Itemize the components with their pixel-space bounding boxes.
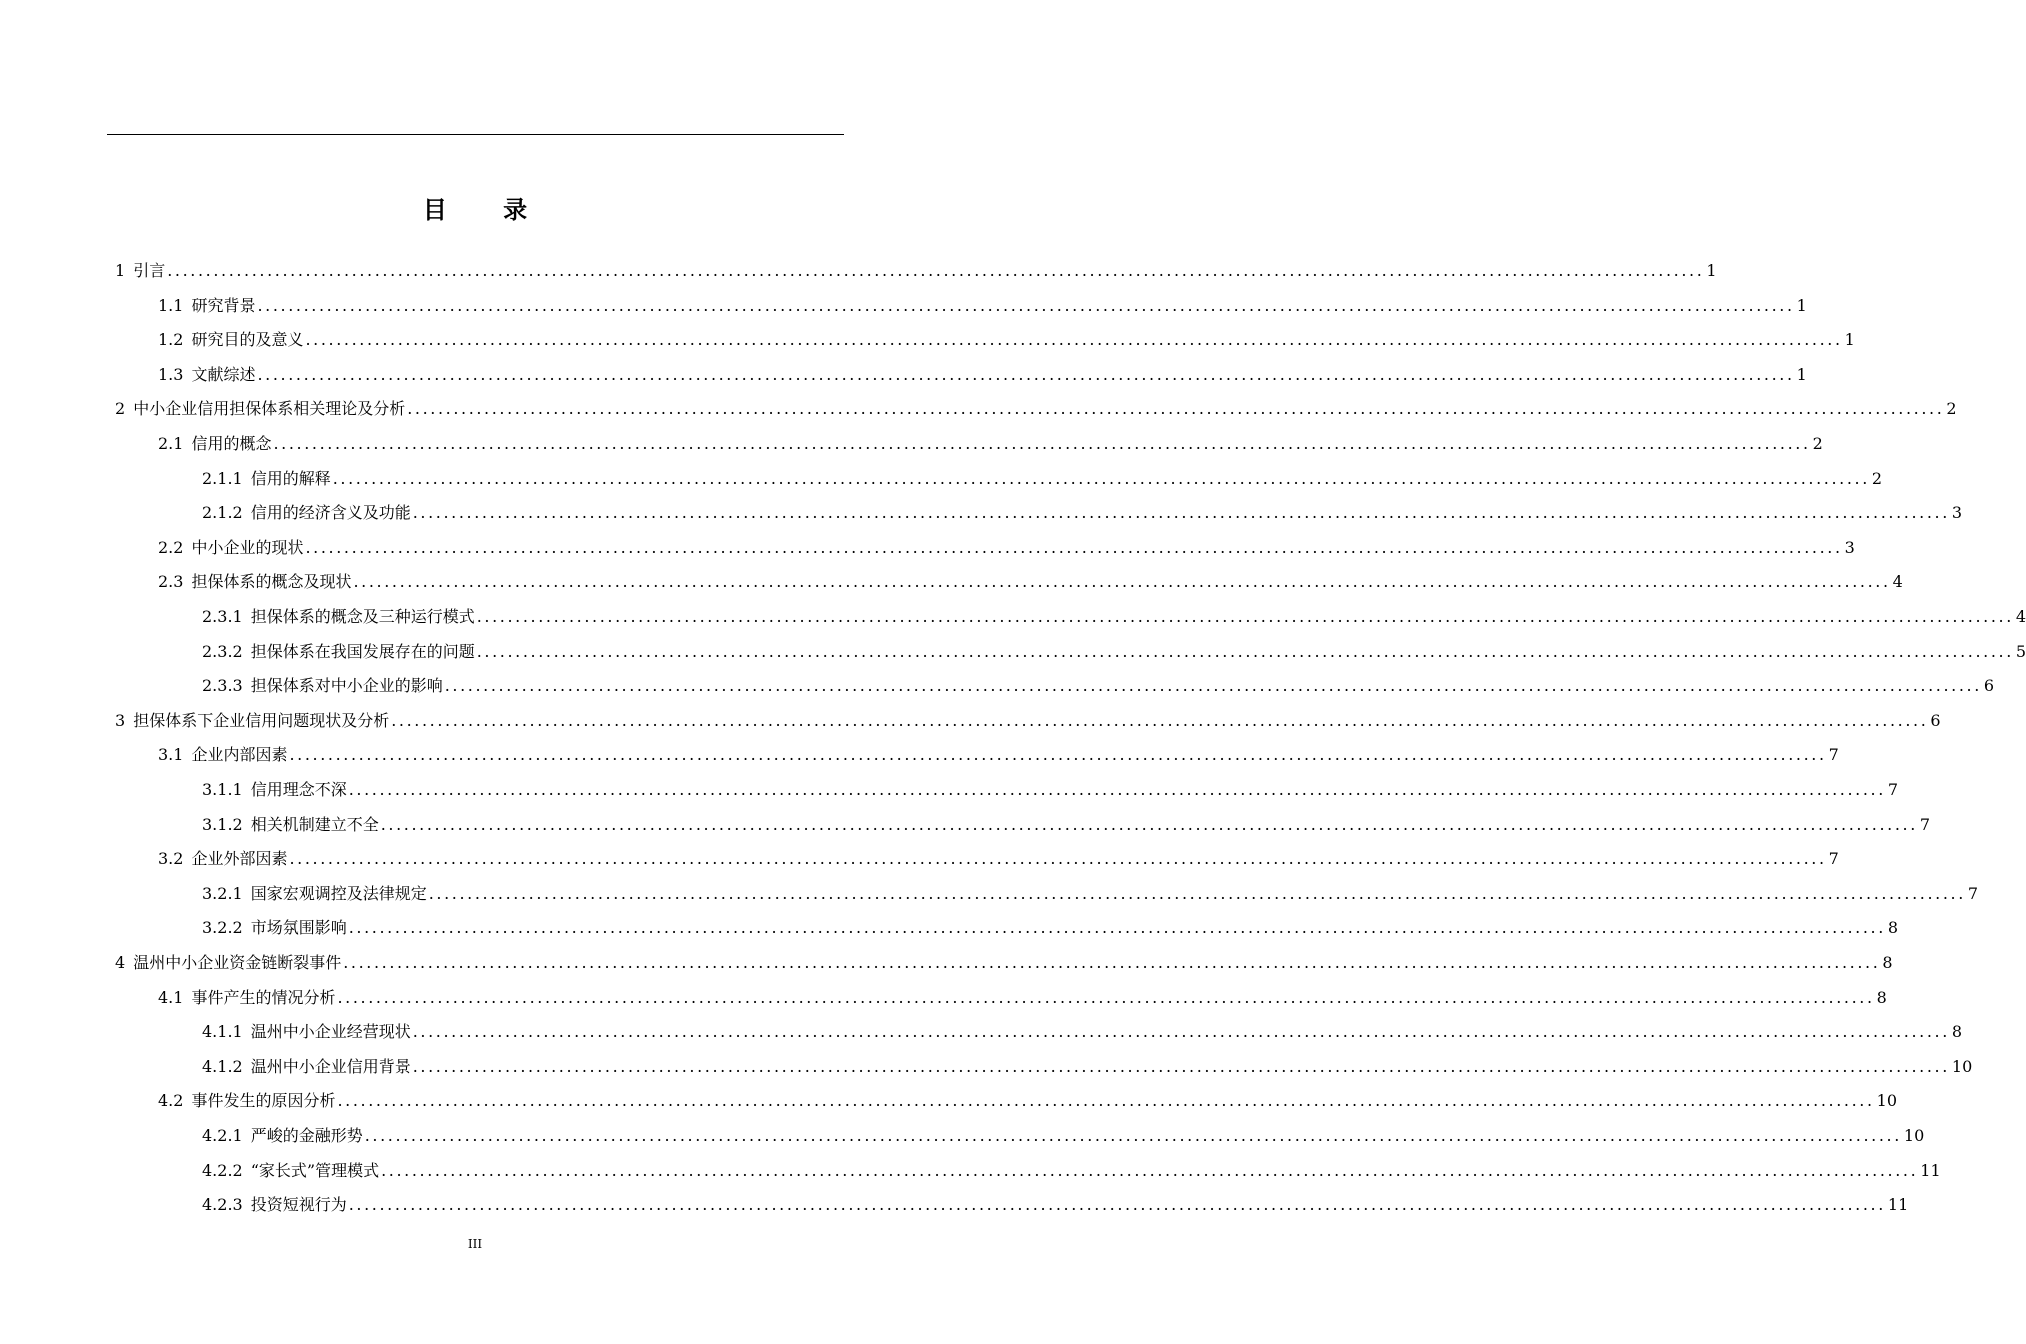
toc-entry-title: 研究目的及意义 xyxy=(191,330,304,350)
toc-entry-page: 6 xyxy=(1983,676,1995,696)
toc-entry-page: 7 xyxy=(1919,814,1931,834)
toc-entry-title: 事件发生的原因分析 xyxy=(191,1091,336,1111)
toc-dot-leader: ........................................................................................................................................................................................................ xyxy=(353,572,1891,592)
toc-entry-title: 引言 xyxy=(133,261,166,280)
toc-entry[interactable] xyxy=(202,1015,1963,1049)
toc-entry-title: 投资短视行为 xyxy=(250,1195,347,1215)
toc-entry-number: 1.2 xyxy=(158,330,184,350)
toc-entry-page: 1 xyxy=(1796,364,1807,384)
toc-entry-title: 市场氛围影响 xyxy=(250,918,347,938)
toc-entry[interactable] xyxy=(115,946,1893,980)
toc-entry-number: 3.2.2 xyxy=(202,918,243,938)
toc-entry-page: 7 xyxy=(1967,883,1979,903)
toc-dot-leader: ........................................................................................................................................................................................................ xyxy=(348,918,1886,938)
toc-dot-leader: ........................................................................................................................................................................................................ xyxy=(289,745,1827,765)
toc-entry-number: 3.1.1 xyxy=(202,780,243,799)
toc-dot-leader: ........................................................................................................................................................................................................ xyxy=(381,1160,1919,1180)
toc-entry-page: 8 xyxy=(1887,918,1899,938)
toc-entry-page: 8 xyxy=(1882,953,1893,972)
toc-dot-leader: ........................................................................................................................................................................................................ xyxy=(343,953,1881,972)
toc-entry-title: 温州中小企业信用背景 xyxy=(250,1056,411,1076)
toc-entry-title: 温州中小企业资金链断裂事件 xyxy=(133,953,342,972)
toc-entry-number: 2.3.2 xyxy=(202,641,243,661)
toc-entry-number: 3.2 xyxy=(158,849,184,869)
toc-entry-page: 11 xyxy=(1887,1195,1909,1215)
toc-entry[interactable] xyxy=(202,600,2026,634)
toc-entry-page: 2 xyxy=(1946,399,1957,419)
toc-dot-leader: ........................................................................................................................................................................................................ xyxy=(476,641,2014,661)
toc-dot-leader: ........................................................................................................................................................................................................ xyxy=(412,1056,1950,1076)
toc-entry-number: 1.1 xyxy=(158,295,184,315)
toc-entry[interactable] xyxy=(202,1119,1925,1153)
toc-entry-page: 2 xyxy=(1812,434,1823,453)
toc-entry-page: 8 xyxy=(1951,1022,1963,1042)
toc-dot-leader: ........................................................................................................................................................................................................ xyxy=(305,537,1843,557)
toc-entry-title: 中小企业的现状 xyxy=(191,537,304,557)
toc-entry-title: 担保体系的概念及现状 xyxy=(191,572,352,592)
toc-entry[interactable] xyxy=(202,496,1963,530)
toc-entry[interactable] xyxy=(202,1154,1941,1188)
toc-dot-leader: ........................................................................................................................................................................................................ xyxy=(167,261,1705,280)
toc-entry[interactable] xyxy=(202,635,2026,669)
toc-entry-title: “家长式”管理模式 xyxy=(250,1160,380,1180)
toc-entry-page: 4 xyxy=(1892,572,1903,592)
toc-entry-number: 3.1.2 xyxy=(202,814,243,834)
toc-entry-page: 3 xyxy=(1951,503,1963,523)
toc-entry-title: 信用的概念 xyxy=(191,434,272,453)
toc-entry[interactable] xyxy=(202,911,1899,945)
toc-entry-title: 相关机制建立不全 xyxy=(250,814,379,834)
toc-entry-number: 3 xyxy=(115,710,126,730)
toc-entry-number: 1 xyxy=(115,261,126,280)
toc-entry[interactable] xyxy=(158,738,1839,772)
toc-dot-leader: ........................................................................................................................................................................................................ xyxy=(332,468,1870,488)
toc-title: 目 录 xyxy=(422,196,552,224)
toc-entry[interactable] xyxy=(202,773,1899,807)
toc-entry-number: 4.2.2 xyxy=(202,1160,243,1180)
toc-entry-number: 2.3 xyxy=(158,572,184,592)
toc-entry[interactable] xyxy=(158,323,1855,357)
toc-entry-title: 信用的经济含义及功能 xyxy=(250,503,411,523)
toc-dot-leader: ........................................................................................................................................................................................................ xyxy=(412,503,1950,523)
toc-entry-number: 2.1.1 xyxy=(202,468,243,488)
toc-entry-page: 2 xyxy=(1871,468,1883,488)
toc-dot-leader: ........................................................................................................................................................................................................ xyxy=(348,780,1886,799)
toc-entry[interactable] xyxy=(158,565,1903,599)
toc-dot-leader: ........................................................................................................................................................................................................ xyxy=(412,1022,1950,1042)
toc-entry[interactable] xyxy=(115,704,1941,738)
toc-entry[interactable] xyxy=(158,289,1807,323)
header-rule xyxy=(107,134,844,135)
toc-entry[interactable] xyxy=(158,427,1823,461)
toc-dot-leader: ........................................................................................................................................................................................................ xyxy=(476,607,2014,626)
toc-dot-leader: ........................................................................................................................................................................................................ xyxy=(337,1091,1875,1111)
toc-entry-page: 7 xyxy=(1828,745,1839,765)
toc-entry[interactable] xyxy=(202,669,1995,703)
toc-entry-number: 3.2.1 xyxy=(202,883,243,903)
toc-entry-number: 2.3.3 xyxy=(202,676,243,696)
toc-entry-title: 中小企业信用担保体系相关理论及分析 xyxy=(133,399,406,419)
toc-entry-page: 7 xyxy=(1828,849,1839,869)
toc-entry-title: 文献综述 xyxy=(191,364,256,384)
toc-entry-number: 1.3 xyxy=(158,364,184,384)
toc-entry-page: 5 xyxy=(2015,641,2026,661)
toc-entry-page: 4 xyxy=(2015,607,2026,626)
toc-entry[interactable] xyxy=(202,877,1979,911)
toc-entry[interactable] xyxy=(115,254,1717,288)
toc-entry-title: 国家宏观调控及法律规定 xyxy=(250,883,427,903)
toc-entry-title: 企业内部因素 xyxy=(191,745,288,765)
toc-entry[interactable] xyxy=(202,462,1883,496)
toc-dot-leader: ........................................................................................................................................................................................................ xyxy=(273,434,1811,453)
toc-entry-number: 4.2.3 xyxy=(202,1195,243,1215)
toc-entry-page: 10 xyxy=(1876,1091,1898,1111)
toc-dot-leader: ........................................................................................................................................................................................................ xyxy=(428,883,1966,903)
toc-dot-leader: ........................................................................................................................................................................................................ xyxy=(257,295,1795,315)
toc-dot-leader: ........................................................................................................................................................................................................ xyxy=(444,676,1982,696)
toc-entry-title: 信用理念不深 xyxy=(250,780,347,799)
toc-dot-leader: ........................................................................................................................................................................................................ xyxy=(337,987,1875,1007)
toc-entry-title: 事件产生的情况分析 xyxy=(191,987,336,1007)
toc-entry-number: 2 xyxy=(115,399,126,419)
toc-entry[interactable] xyxy=(158,531,1855,565)
toc-entry-number: 2.1.2 xyxy=(202,503,243,523)
toc-entry-number: 4.2 xyxy=(158,1091,184,1111)
toc-dot-leader: ........................................................................................................................................................................................................ xyxy=(289,849,1827,869)
toc-entry[interactable] xyxy=(202,1188,1909,1222)
toc-entry-title: 担保体系下企业信用问题现状及分析 xyxy=(133,710,390,730)
toc-dot-leader: ........................................................................................................................................................................................................ xyxy=(407,399,1945,419)
toc-entry-page: 11 xyxy=(1920,1160,1941,1180)
toc-entry-title: 担保体系的概念及三种运行模式 xyxy=(250,607,475,626)
toc-entry-title: 温州中小企业经营现状 xyxy=(250,1022,411,1042)
toc-entry-page: 1 xyxy=(1796,295,1807,315)
toc-entry-title: 企业外部因素 xyxy=(191,849,288,869)
toc-entry-page: 7 xyxy=(1887,780,1899,799)
toc-entry[interactable] xyxy=(158,358,1807,392)
toc-entry-title: 研究背景 xyxy=(191,295,256,315)
toc-dot-leader: ........................................................................................................................................................................................................ xyxy=(348,1195,1886,1215)
toc-entry-number: 2.1 xyxy=(158,434,184,453)
toc-dot-leader: ........................................................................................................................................................................................................ xyxy=(257,364,1795,384)
toc-dot-leader: ........................................................................................................................................................................................................ xyxy=(391,710,1929,730)
toc-entry-page: 10 xyxy=(1903,1126,1925,1145)
toc-entry-page: 10 xyxy=(1951,1056,1973,1076)
toc-entry-number: 2.2 xyxy=(158,537,184,557)
toc-entry-number: 4.1 xyxy=(158,987,184,1007)
toc-entry-number: 3.1 xyxy=(158,745,184,765)
toc-dot-leader: ........................................................................................................................................................................................................ xyxy=(305,330,1843,350)
toc-entry-title: 信用的解释 xyxy=(250,468,331,488)
page-number: III xyxy=(467,1237,483,1251)
toc-entry-page: 8 xyxy=(1876,987,1887,1007)
toc-entry-title: 担保体系在我国发展存在的问题 xyxy=(250,641,475,661)
toc-entry[interactable] xyxy=(202,1050,1973,1084)
toc-entry-title: 担保体系对中小企业的影响 xyxy=(250,676,443,696)
toc-entry-page: 3 xyxy=(1844,537,1855,557)
toc-entry-page: 6 xyxy=(1930,710,1941,730)
toc-entry-number: 4.2.1 xyxy=(202,1126,243,1145)
toc-entry-number: 4.1.2 xyxy=(202,1056,243,1076)
toc-entry-number: 4 xyxy=(115,953,126,972)
toc-entry-title: 严峻的金融形势 xyxy=(250,1126,363,1145)
toc-entry-number: 2.3.1 xyxy=(202,607,243,626)
toc-entry-page: 1 xyxy=(1844,330,1855,350)
toc-entry-number: 4.1.1 xyxy=(202,1022,243,1042)
toc-entry-page: 1 xyxy=(1706,261,1717,280)
toc-dot-leader: ........................................................................................................................................................................................................ xyxy=(364,1126,1902,1145)
toc-entry[interactable] xyxy=(158,981,1887,1015)
toc-entry[interactable] xyxy=(158,1084,1898,1118)
toc-entry[interactable] xyxy=(158,842,1839,876)
toc-entry[interactable] xyxy=(202,808,1931,842)
toc-entry[interactable] xyxy=(115,392,1957,426)
toc-dot-leader: ........................................................................................................................................................................................................ xyxy=(380,814,1918,834)
